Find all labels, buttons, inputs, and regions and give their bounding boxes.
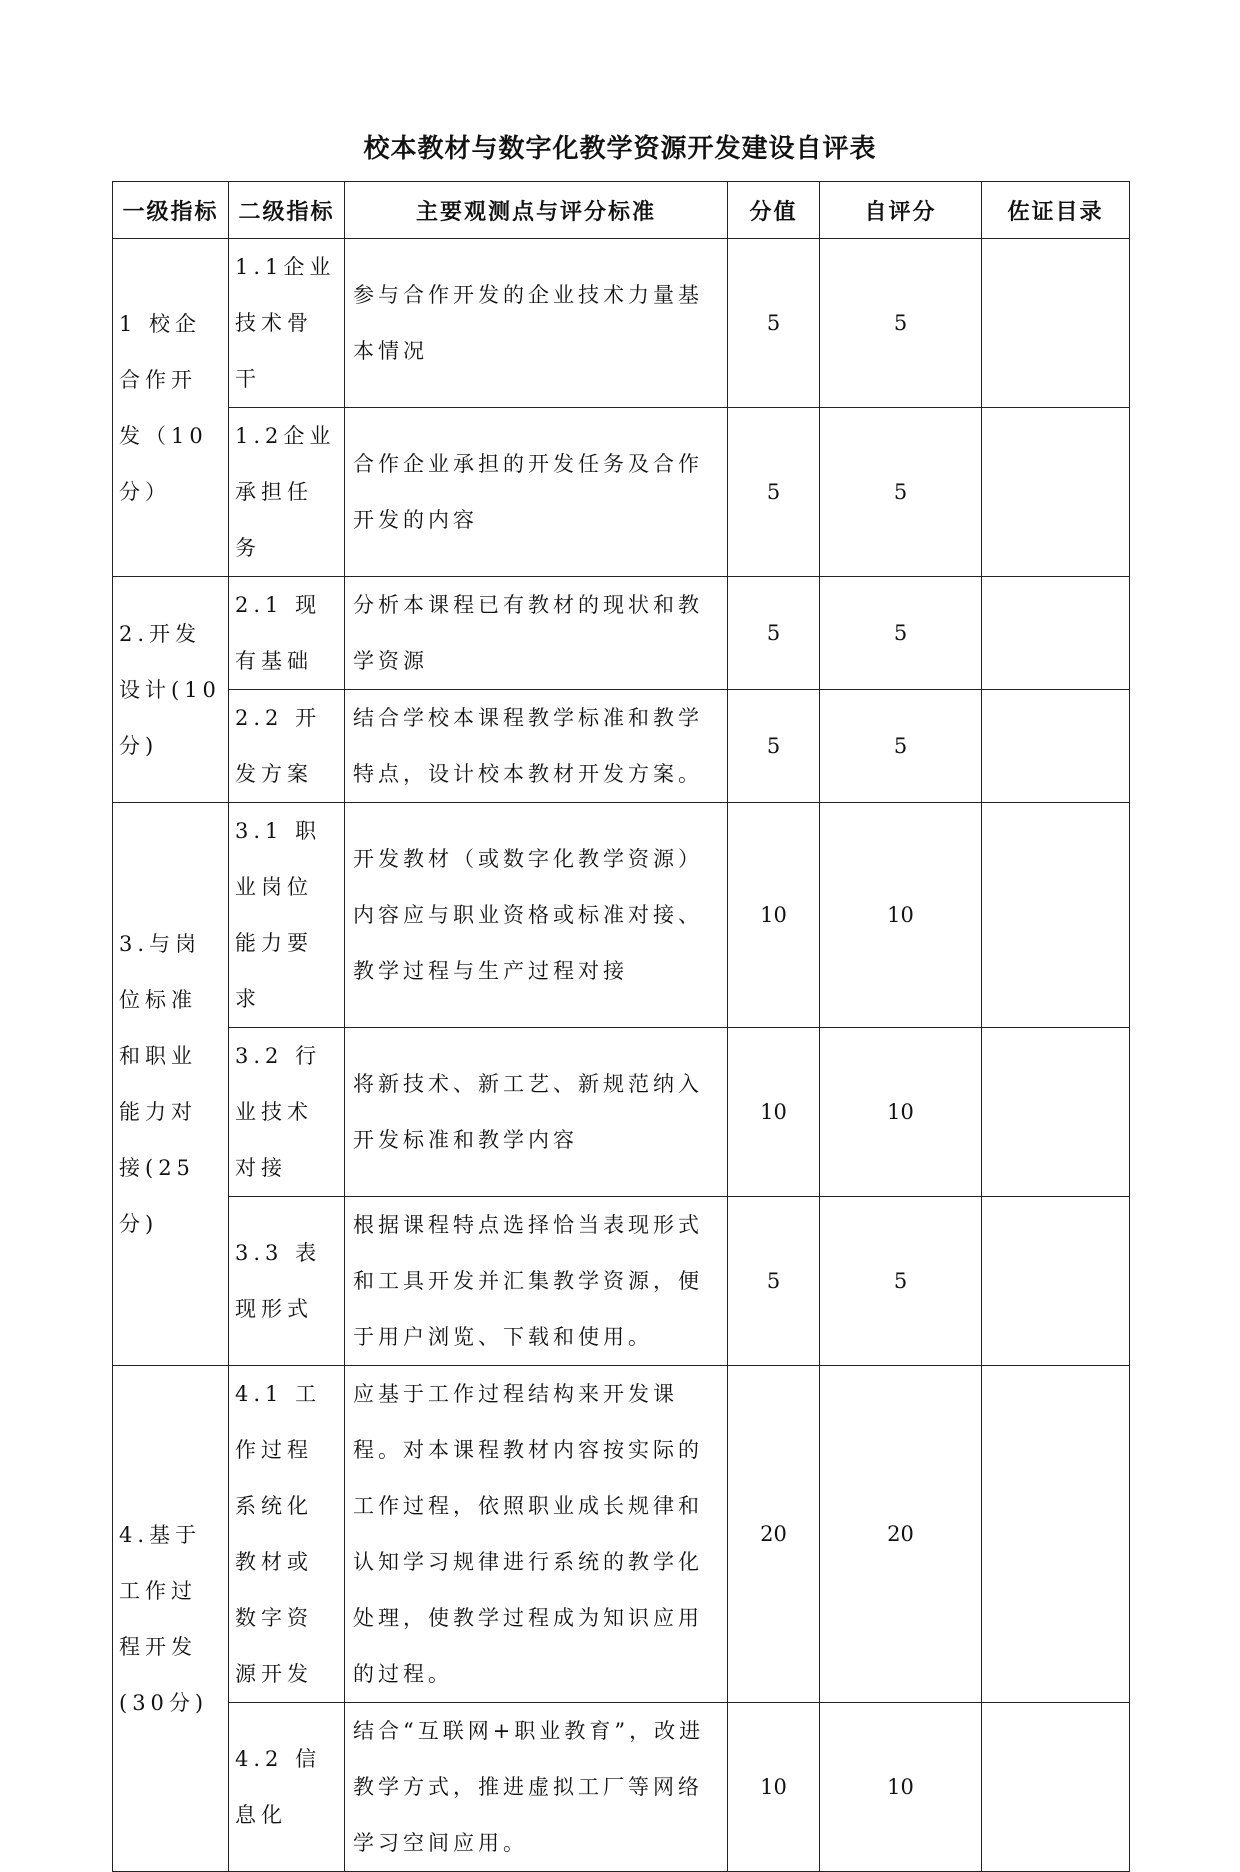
page-title: 校本教材与数字化教学资源开发建设自评表 (363, 134, 877, 164)
header-level1: 一级指标 (113, 182, 229, 239)
level1-cell: 2.开发设计(10分) (113, 577, 229, 803)
evidence-cell (982, 239, 1130, 408)
self-score-cell: 10 (820, 1703, 982, 1872)
level2-cell: 4.2 信息化 (229, 1703, 345, 1872)
table-row (113, 1366, 1130, 1703)
criteria-cell: 将新技术、新工艺、新规范纳入开发标准和教学内容 (345, 1028, 728, 1197)
level2-cell: 4.1 工作过程系统化教材或数字资源开发 (229, 1366, 345, 1703)
table-row (113, 803, 1130, 1028)
evidence-cell (982, 803, 1130, 1028)
score-cell: 5 (728, 577, 820, 690)
self-score-cell: 20 (820, 1366, 982, 1703)
level2-cell: 3.3 表现形式 (229, 1197, 345, 1366)
table-row (113, 1197, 1130, 1366)
level2-cell: 1.2企业承担任务 (229, 408, 345, 577)
self-evaluation-table (112, 181, 1130, 1872)
self-score-cell: 5 (820, 239, 982, 408)
self-score-cell: 5 (820, 577, 982, 690)
table-header-row (113, 182, 1130, 239)
evidence-cell (982, 690, 1130, 803)
criteria-cell: 开发教材（或数字化教学资源）内容应与职业资格或标准对接、教学过程与生产过程对接 (345, 803, 728, 1028)
evidence-cell (982, 1028, 1130, 1197)
criteria-cell: 合作企业承担的开发任务及合作开发的内容 (345, 408, 728, 577)
level1-cell: 1 校企合作开发（10分） (113, 239, 229, 577)
self-score-cell: 10 (820, 1028, 982, 1197)
score-cell: 5 (728, 408, 820, 577)
level2-cell: 2.1 现有基础 (229, 577, 345, 690)
level2-cell: 3.1 职业岗位能力要求 (229, 803, 345, 1028)
self-score-cell: 10 (820, 803, 982, 1028)
criteria-cell: 根据课程特点选择恰当表现形式和工具开发并汇集教学资源，便于用户浏览、下载和使用。 (345, 1197, 728, 1366)
table-row (113, 1703, 1130, 1872)
evidence-cell (982, 1197, 1130, 1366)
level2-cell: 3.2 行业技术对接 (229, 1028, 345, 1197)
score-cell: 5 (728, 239, 820, 408)
table-row (113, 690, 1130, 803)
score-cell: 10 (728, 803, 820, 1028)
score-cell: 20 (728, 1366, 820, 1703)
table-row (113, 408, 1130, 577)
criteria-cell: 分析本课程已有教材的现状和教学资源 (345, 577, 728, 690)
level1-cell: 3.与岗位标准和职业能力对接(25分) (113, 803, 229, 1366)
self-score-cell: 5 (820, 1197, 982, 1366)
header-score: 分值 (728, 182, 820, 239)
table-row (113, 577, 1130, 690)
evidence-cell (982, 1366, 1130, 1703)
level1-cell: 4.基于工作过程开发(30分) (113, 1366, 229, 1872)
table-row (113, 1028, 1130, 1197)
score-cell: 10 (728, 1703, 820, 1872)
table-row (113, 239, 1130, 408)
header-level2: 二级指标 (229, 182, 345, 239)
level2-cell: 2.2 开发方案 (229, 690, 345, 803)
evidence-cell (982, 1703, 1130, 1872)
evidence-cell (982, 577, 1130, 690)
header-criteria: 主要观测点与评分标准 (345, 182, 728, 239)
score-cell: 10 (728, 1028, 820, 1197)
score-cell: 5 (728, 690, 820, 803)
criteria-cell: 结合“互联网+职业教育”，改进教学方式，推进虚拟工厂等网络学习空间应用。 (345, 1703, 728, 1872)
criteria-cell: 结合学校本课程教学标准和教学特点，设计校本教材开发方案。 (345, 690, 728, 803)
self-score-cell: 5 (820, 408, 982, 577)
score-cell: 5 (728, 1197, 820, 1366)
header-self-score: 自评分 (820, 182, 982, 239)
header-evidence: 佐证目录 (982, 182, 1130, 239)
criteria-cell: 参与合作开发的企业技术力量基本情况 (345, 239, 728, 408)
self-score-cell: 5 (820, 690, 982, 803)
criteria-cell: 应基于工作过程结构来开发课程。对本课程教材内容按实际的工作过程，依照职业成长规律和认知学习规律进行系统的教学化处理，使教学过程成为知识应用的过程。 (345, 1366, 728, 1703)
evidence-cell (982, 408, 1130, 577)
level2-cell: 1.1企业技术骨干 (229, 239, 345, 408)
